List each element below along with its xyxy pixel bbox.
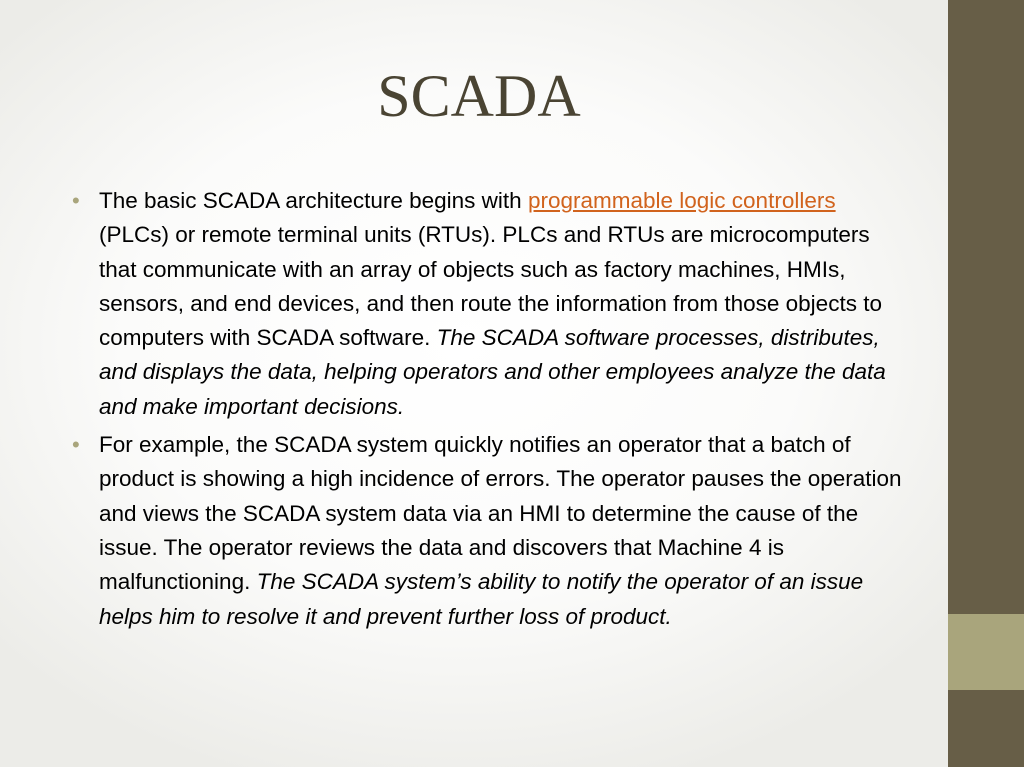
plc-link[interactable]: programmable logic controllers	[527, 188, 836, 213]
bullet-list	[72, 184, 902, 638]
bullet-1-text: The basic SCADA architecture begins with	[99, 188, 528, 213]
bullet-item-1	[72, 184, 902, 424]
decorative-side-stripe	[948, 614, 1024, 690]
slide-title: SCADA	[377, 63, 581, 129]
decorative-side-bar	[948, 0, 1024, 767]
bullet-1-text-continued: (PLCs) or remote terminal units (RTUs). PLCs and RTUs are microcomputers that communicate with an array of objects such as factory machines, HMIs, sensors, and end devices, and then route the information from those objects to computers with SCADA software.	[99, 222, 882, 351]
bullet-2-italic-text: The SCADA system’s ability to notify the operator of an issue helps him to resolve it and prevent further loss of product.	[99, 569, 864, 629]
bullet-1-italic-text: The SCADA software processes, distributes, and displays the data, helping operators and other employees analyze the data and make important decisions.	[99, 325, 886, 419]
bullet-2-text: For example, the SCADA system quickly notifies an operator that a batch of product is showing a high incidence of errors. The operator pauses the operation and views the SCADA system data via an HMI to determine the cause of the issue. The operator reviews the data and discovers that Machine 4 is malfunctioning.	[99, 432, 902, 595]
bullet-icon: •	[72, 432, 80, 458]
bullet-item-2	[72, 428, 902, 634]
bullet-icon: •	[72, 188, 80, 213]
